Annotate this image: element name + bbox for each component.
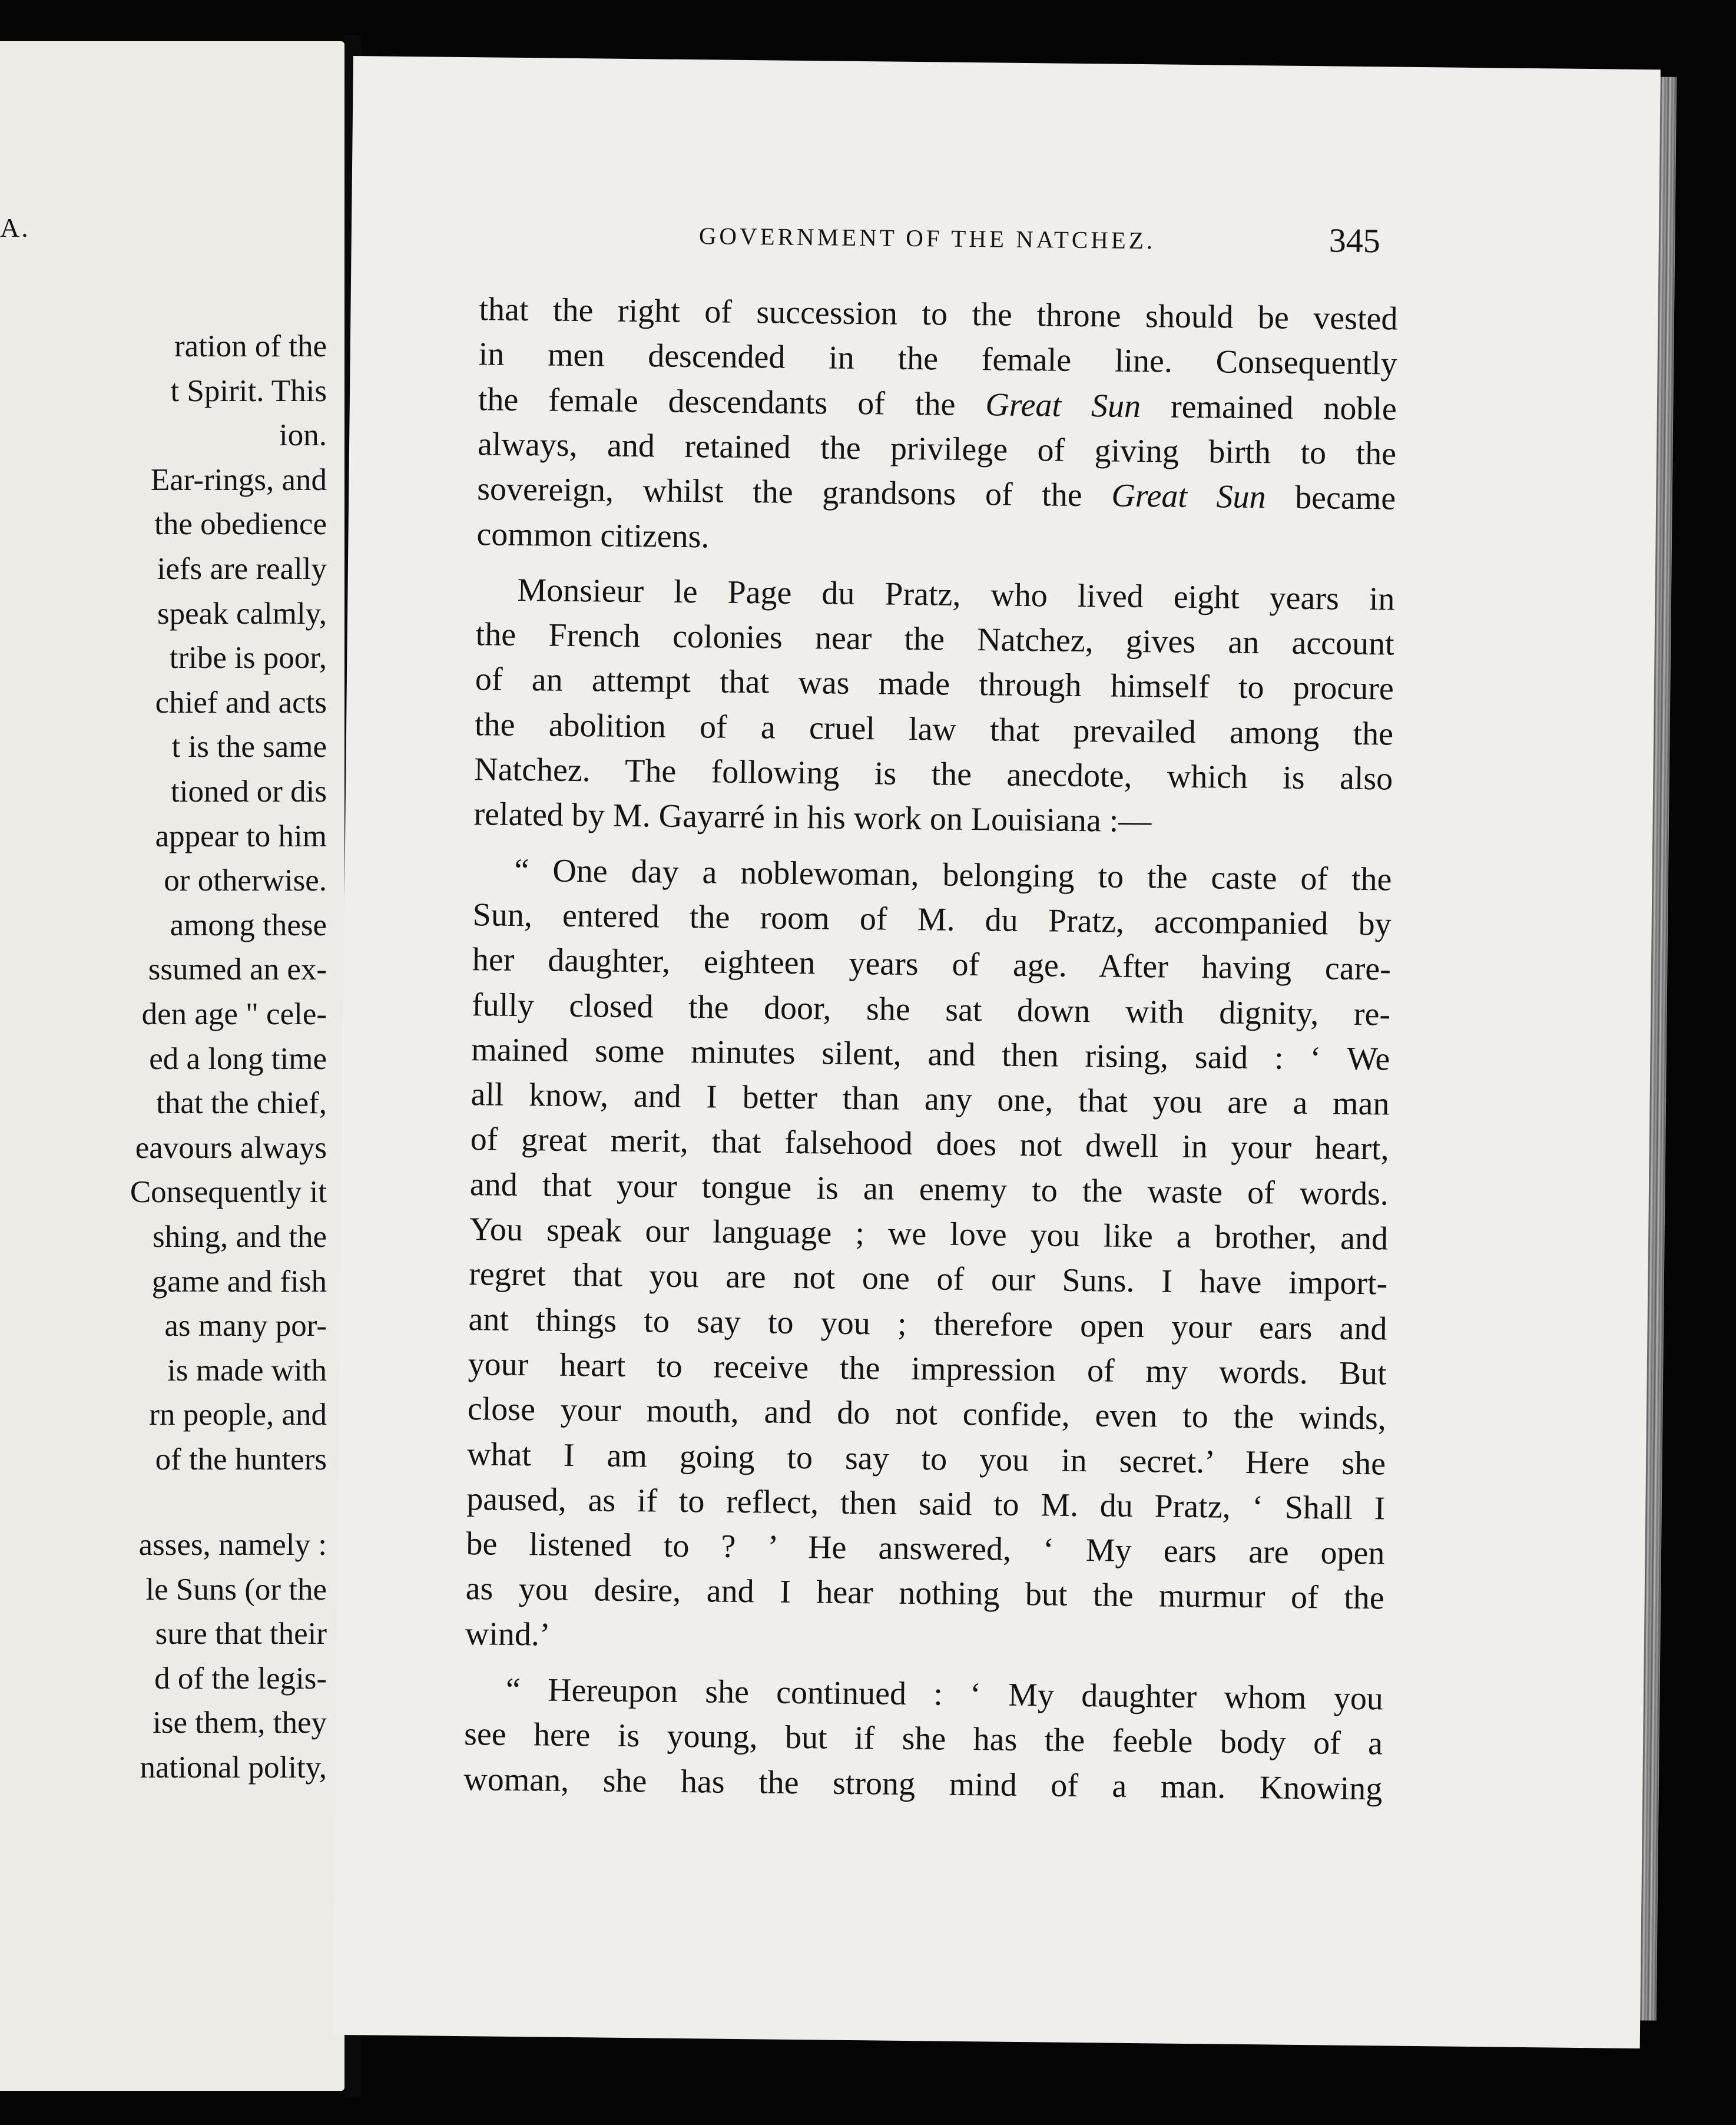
body-text-line: as you desire, and I hear nothing but the murmur of the: [465, 1570, 1384, 1617]
left-page-line: ration of the: [174, 329, 327, 363]
left-page-line: game and fish: [151, 1264, 327, 1299]
left-page-line: is made with: [167, 1353, 327, 1388]
left-page-line: t is the same: [171, 730, 327, 764]
body-text-line: woman, she has the strong mind of a man. Knowing: [463, 1760, 1383, 1808]
body-text-line: see here is young, but if she has the feeble body of a: [463, 1716, 1383, 1762]
left-running-head: A.: [0, 213, 30, 243]
body-text-line: ant things to say to you ; therefore open your ears and: [468, 1300, 1387, 1348]
left-page-line: national polity,: [140, 1750, 327, 1785]
left-page-line: eavours always: [135, 1130, 327, 1165]
left-page-line: the obedience: [154, 507, 327, 542]
left-page-line: Ear-rings, and: [150, 462, 327, 497]
body-text-line: mained some minutes silent, and then rising, said : ‘ We: [471, 1031, 1390, 1078]
left-page-line: ed a long time: [149, 1041, 327, 1076]
right-page: [333, 56, 1661, 2048]
running-head: GOVERNMENT OF THE NATCHEZ.: [698, 222, 1156, 254]
body-text-line: paused, as if to reflect, then said to M. du Pratz, ‘ Shall I: [466, 1480, 1386, 1527]
left-page-line: ion.: [279, 418, 327, 453]
body-text-line: her daughter, eighteen years of age. After having care-: [472, 941, 1392, 988]
body-text-line: You speak our language ; we love you like a brother, and: [469, 1211, 1389, 1257]
body-text-line: the female descendants of the Great Sun remained noble: [478, 380, 1397, 428]
left-page-line: tribe is poor,: [169, 641, 327, 676]
body-text-line: in men descended in the female line. Consequently: [478, 336, 1397, 382]
body-text-line: the French colonies near the Natchez, gives an account: [475, 616, 1394, 663]
body-text-line: Sun, entered the room of M. du Pratz, accompanied by: [472, 896, 1392, 943]
body-text-line: Monsieur le Page du Pratz, who lived eight years in: [517, 571, 1395, 618]
body-text-line: all know, and I better than any one, that you are a man: [471, 1076, 1390, 1123]
body-text-line: common citizens.: [476, 515, 710, 555]
body-text-line: close your mouth, and do not confide, even to the winds,: [467, 1391, 1387, 1437]
left-page-line: of the hunters: [155, 1442, 327, 1477]
left-page: [0, 41, 344, 2091]
body-text-line: Natchez. The following is the anecdote, which is also: [474, 751, 1393, 797]
left-page-line: that the chief,: [156, 1086, 327, 1121]
left-page-line: appear to him: [155, 819, 327, 853]
left-page-line: d of the legis-: [154, 1661, 327, 1696]
body-text-line: your heart to receive the impression of my words. But: [468, 1346, 1387, 1392]
body-text-line: of an attempt that was made through himself to procure: [475, 661, 1394, 707]
left-page-line: speak calmly,: [157, 596, 327, 631]
left-page-line: le Suns (or the: [145, 1572, 327, 1607]
left-page-line: chief and acts: [155, 685, 327, 720]
body-text-line: wind.’: [465, 1615, 551, 1653]
left-page-line: iefs are really: [157, 552, 327, 586]
body-text-line: be listened to ? ’ He answered, ‘ My ears are open: [466, 1525, 1385, 1572]
body-text-line: the abolition of a cruel law that prevailed among the: [474, 706, 1394, 753]
left-page-line: sure that their: [155, 1617, 327, 1651]
left-page-line: rn people, and: [149, 1398, 327, 1432]
left-page-line: among these: [170, 908, 327, 942]
left-page-line: ise them, they: [153, 1706, 327, 1740]
body-text-line: “ Hereupon she continued : ‘ My daughter whom you: [505, 1671, 1384, 1717]
body-text-line: and that your tongue is an enemy to the waste of words.: [469, 1166, 1389, 1213]
left-page-line: ssumed an ex-: [148, 952, 327, 987]
body-text-line: always, and retained the privilege of giving birth to the: [477, 426, 1397, 472]
body-text-line: related by M. Gayarré in his work on Louisiana :—: [473, 796, 1152, 840]
left-page-line: as many por-: [164, 1309, 327, 1343]
left-page-line: Consequently it: [130, 1175, 327, 1210]
page-number: 345: [1328, 221, 1381, 260]
left-page-line: or otherwise.: [164, 863, 327, 898]
body-text-line: fully closed the door, she sat down with dignity, re-: [471, 986, 1391, 1033]
left-page-line: den age " cele-: [141, 997, 327, 1031]
body-text-line: what I am going to say to you in secret.’ Here she: [466, 1435, 1386, 1482]
left-page-line: asses, namely :: [138, 1528, 327, 1562]
left-page-line: t Spirit. This: [170, 373, 327, 408]
body-text-line: sovereign, whilst the grandsons of the Great Sun became: [476, 471, 1396, 517]
left-page-line: tioned or dis: [171, 774, 327, 809]
body-text-line: regret that you are not one of our Suns. I have import-: [469, 1256, 1388, 1302]
body-text-line: of great merit, that falsehood does not dwell in your heart,: [470, 1121, 1389, 1167]
body-text-line: that the right of succession to the throne should be vested: [479, 291, 1398, 337]
body-text-line: “ One day a noblewoman, belonging to the caste of the: [514, 852, 1392, 898]
left-page-line: shing, and the: [153, 1220, 327, 1254]
